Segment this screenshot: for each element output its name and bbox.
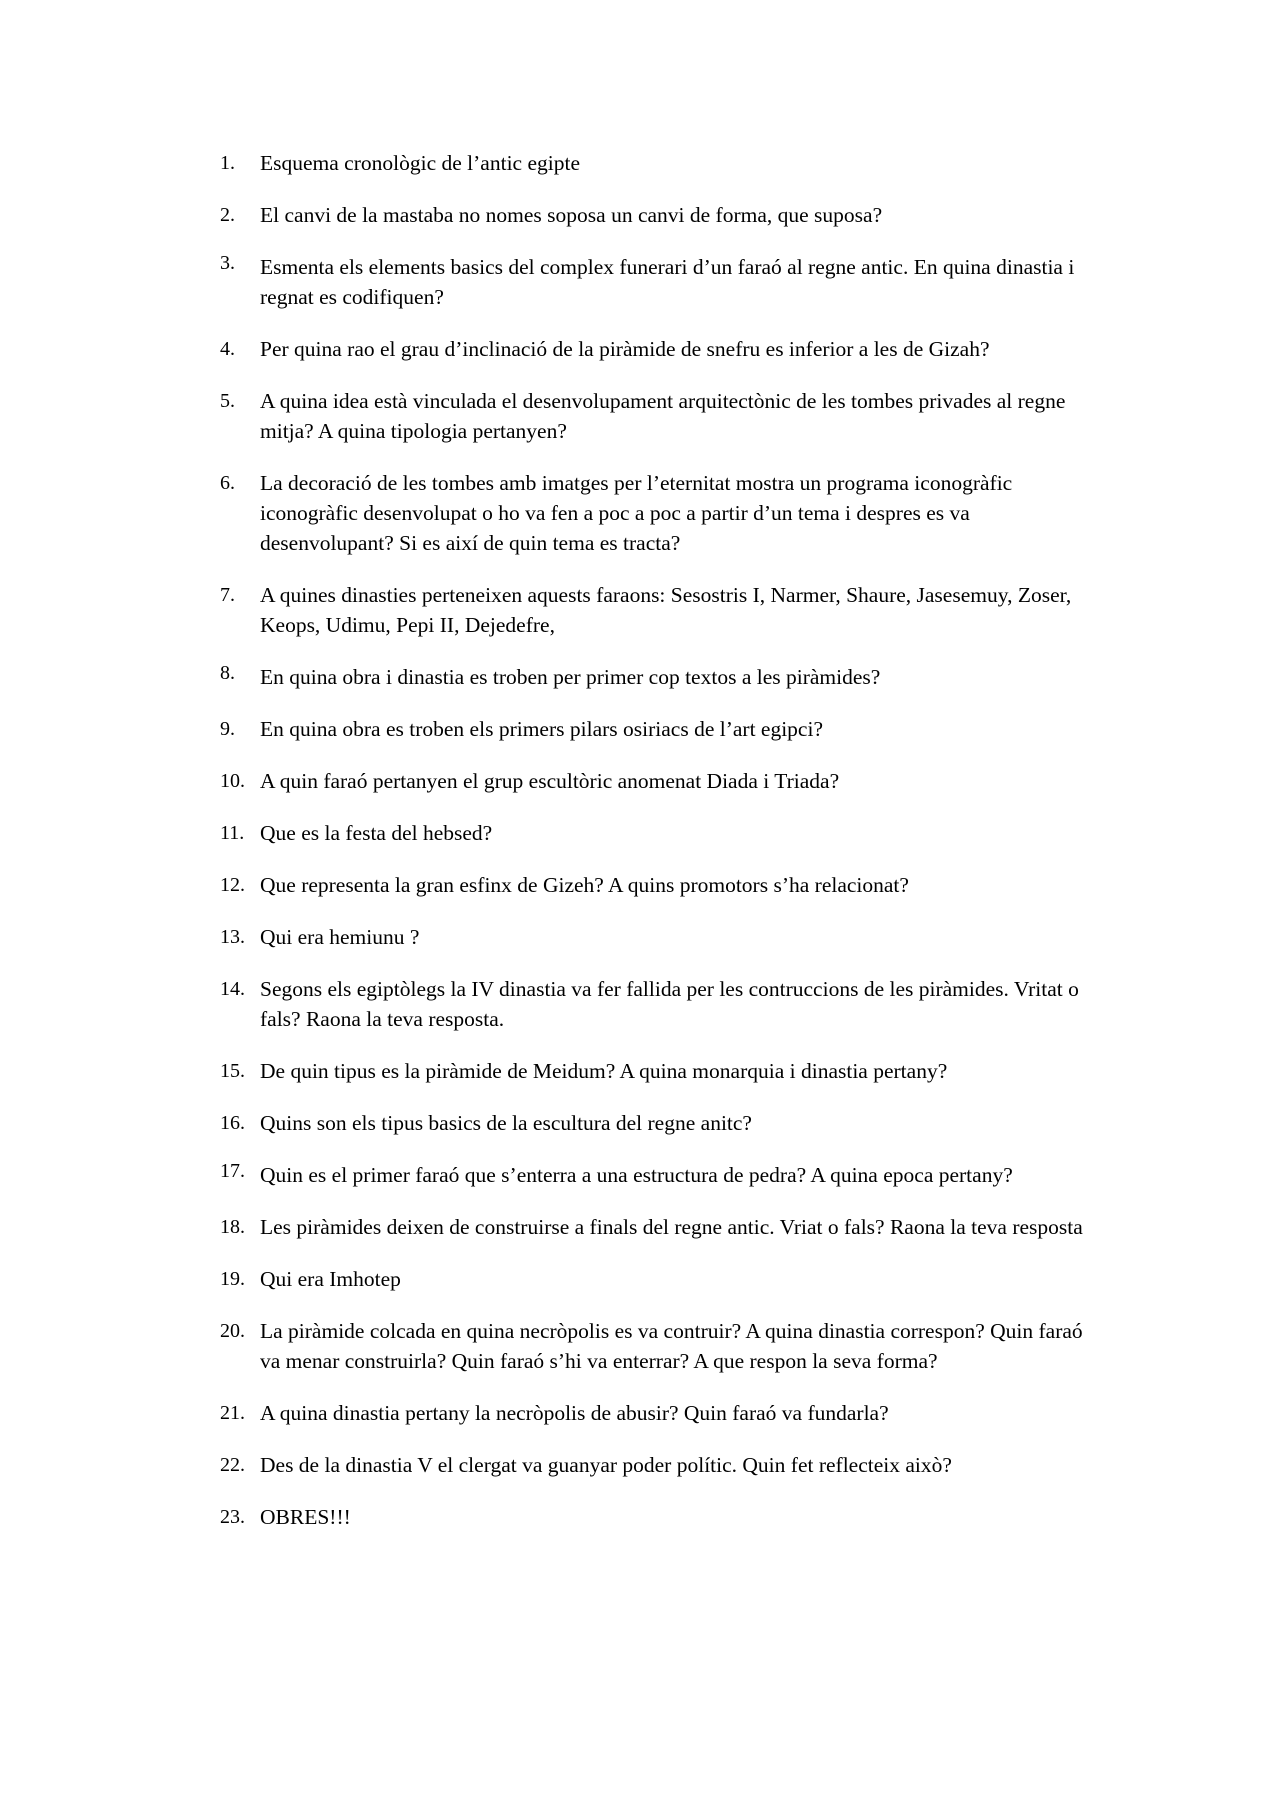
question-number: 5. <box>220 390 235 412</box>
question-text: En quina obra i dinastia es troben per primer cop textos a les piràmides? <box>260 665 881 689</box>
question-number: 20. <box>220 1320 245 1342</box>
question-text: A quines dinasties perteneixen aquests faraons: Sesostris I, Narmer, Shaure, Jasesemuy, Zoser, Keops, Udimu, Pepi II, Dejedefre, <box>260 583 1072 637</box>
question-text: Qui era Imhotep <box>260 1267 401 1291</box>
question-item-7 <box>220 580 1100 640</box>
question-item-9 <box>220 714 1100 744</box>
question-text: OBRES!!! <box>260 1505 351 1529</box>
question-number: 22. <box>220 1454 245 1476</box>
question-number: 2. <box>220 204 235 226</box>
question-item-8 <box>220 662 1100 692</box>
question-text: La piràmide colcada en quina necròpolis es va contruir? A quina dinastia correspon? Quin faraó va menar construirla? Quin faraó s’hi va enterrar? A que respon la seva forma? <box>260 1319 1083 1373</box>
question-list <box>220 148 1100 1554</box>
question-number: 19. <box>220 1268 245 1290</box>
question-text: Quins son els tipus basics de la escultura del regne anitc? <box>260 1111 752 1135</box>
question-item-20 <box>220 1316 1100 1376</box>
question-text: Les piràmides deixen de construirse a finals del regne antic. Vriat o fals? Raona la teva resposta <box>260 1215 1083 1239</box>
question-text: A quin faraó pertanyen el grup escultòric anomenat Diada i Triada? <box>260 769 840 793</box>
question-number: 8. <box>220 662 235 684</box>
question-item-6 <box>220 468 1100 558</box>
question-text: Que es la festa del hebsed? <box>260 821 493 845</box>
question-number: 15. <box>220 1060 245 1082</box>
question-number: 4. <box>220 338 235 360</box>
question-number: 10. <box>220 770 245 792</box>
question-number: 17. <box>220 1160 245 1182</box>
question-text: De quin tipus es la piràmide de Meidum? A quina monarquia i dinastia pertany? <box>260 1059 948 1083</box>
question-item-11 <box>220 818 1100 848</box>
question-text: El canvi de la mastaba no nomes soposa un canvi de forma, que suposa? <box>260 203 883 227</box>
question-number: 1. <box>220 152 235 174</box>
question-item-19 <box>220 1264 1100 1294</box>
question-number: 13. <box>220 926 245 948</box>
question-item-16 <box>220 1108 1100 1138</box>
question-text: A quina idea està vinculada el desenvolupament arquitectònic de les tombes privades al regne mitja? A quina tipologia pertanyen? <box>260 389 1066 443</box>
question-number: 11. <box>220 822 245 844</box>
question-number: 7. <box>220 584 235 606</box>
question-number: 12. <box>220 874 245 896</box>
question-text: Que representa la gran esfinx de Gizeh? A quins promotors s’ha relacionat? <box>260 873 909 897</box>
question-item-22 <box>220 1450 1100 1480</box>
question-text: Esmenta els elements basics del complex funerari d’un faraó al regne antic. En quina dinastia i regnat es codifiquen? <box>260 255 1075 309</box>
question-item-5 <box>220 386 1100 446</box>
question-text: A quina dinastia pertany la necròpolis de abusir? Quin faraó va fundarla? <box>260 1401 889 1425</box>
question-number: 21. <box>220 1402 245 1424</box>
question-text: Esquema cronològic de l’antic egipte <box>260 151 580 175</box>
question-item-17 <box>220 1160 1100 1190</box>
question-item-23 <box>220 1502 1100 1532</box>
question-item-3 <box>220 252 1100 312</box>
question-text: Segons els egiptòlegs la IV dinastia va fer fallida per les contruccions de les piràmides. Vritat o fals? Raona la teva resposta. <box>260 977 1079 1031</box>
question-text: La decoració de les tombes amb imatges per l’eternitat mostra un programa iconogràfic iconogràfic desenvolupat o ho va fen a poc a poc a partir d’un tema i despres es va desenvolupant? Si es així de quin tema es tracta? <box>260 471 1013 555</box>
question-number: 9. <box>220 718 235 740</box>
question-item-21 <box>220 1398 1100 1428</box>
question-item-13 <box>220 922 1100 952</box>
question-number: 18. <box>220 1216 245 1238</box>
question-text: Qui era hemiunu ? <box>260 925 420 949</box>
question-number: 6. <box>220 472 235 494</box>
question-item-15 <box>220 1056 1100 1086</box>
question-item-4 <box>220 334 1100 364</box>
question-text: Per quina rao el grau d’inclinació de la piràmide de snefru es inferior a les de Gizah? <box>260 337 990 361</box>
question-item-14 <box>220 974 1100 1034</box>
question-text: Des de la dinastia V el clergat va guanyar poder polític. Quin fet reflecteix això? <box>260 1453 952 1477</box>
question-text: Quin es el primer faraó que s’enterra a una estructura de pedra? A quina epoca pertany? <box>260 1163 1013 1187</box>
question-item-2 <box>220 200 1100 230</box>
question-number: 16. <box>220 1112 245 1134</box>
question-number: 23. <box>220 1506 245 1528</box>
question-item-10 <box>220 766 1100 796</box>
question-number: 14. <box>220 978 245 1000</box>
question-item-12 <box>220 870 1100 900</box>
question-text: En quina obra es troben els primers pilars osiriacs de l’art egipci? <box>260 717 823 741</box>
question-item-18 <box>220 1212 1100 1242</box>
question-number: 3. <box>220 252 235 274</box>
question-item-1 <box>220 148 1100 178</box>
